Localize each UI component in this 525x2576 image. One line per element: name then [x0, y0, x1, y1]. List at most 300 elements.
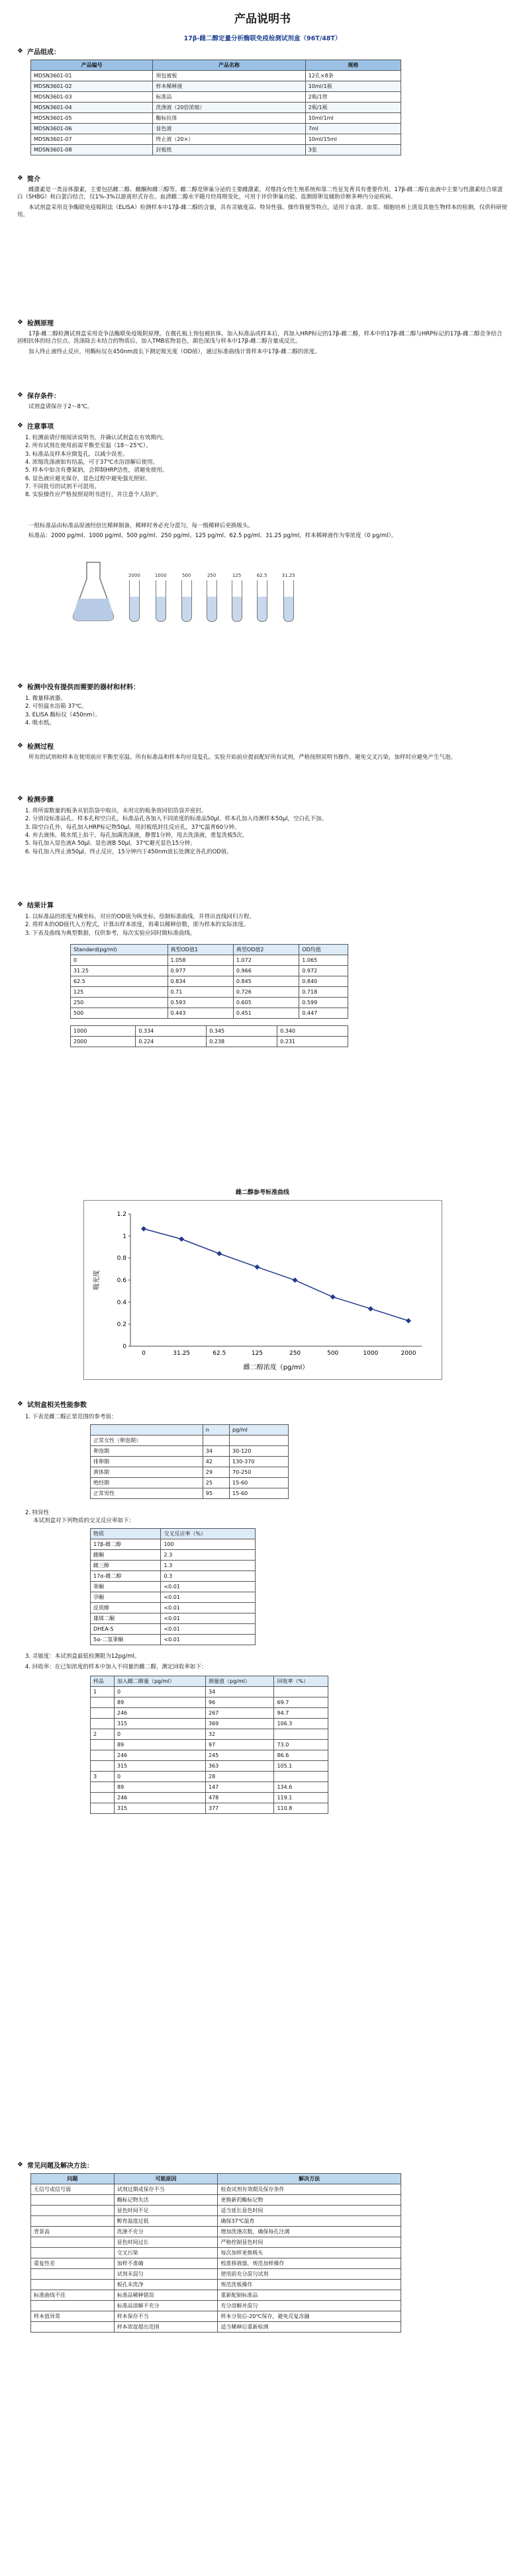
table-row: [31, 134, 401, 145]
table-cell: 25: [203, 1478, 229, 1488]
data-point: [406, 1318, 411, 1324]
table-cell: 1.072: [233, 955, 299, 965]
table-header: 产品名称: [153, 60, 305, 71]
note-item: 5. 样本中如含有叠氮钠，会抑制HRP活性，请避免使用。: [25, 467, 168, 474]
table-cell: 孕酮: [91, 1592, 161, 1603]
table-cell: 10ml/1瓶: [305, 81, 401, 92]
perf-s4: 4. 回收率：在已知浓度的样本中加入不同量的雌二醇，测定回收率如下：: [25, 1664, 207, 1670]
od-table-2: [70, 1025, 348, 1047]
note-item: 3. 标准品及样本应做复孔，以减少误差。: [25, 451, 128, 458]
table-cell: 更换新的酶标记物: [218, 2195, 401, 2206]
table-cell: 0: [114, 1772, 205, 1782]
table-cell: 1.058: [167, 955, 233, 965]
table-cell: 1.3: [161, 1561, 256, 1571]
dilution-tube: [155, 573, 167, 622]
table-cell: 95: [203, 1488, 229, 1499]
components-table: [30, 60, 401, 155]
table-row: [91, 1750, 328, 1761]
table-cell: 125: [71, 986, 168, 997]
table-cell: 交叉污染: [114, 2248, 218, 2258]
results-heading: 结果计算: [26, 902, 54, 910]
table-cell: 15-60: [230, 1478, 289, 1488]
table-cell: 0.726: [233, 986, 299, 997]
perf-s3: 3. 灵敏度：本试剂盒最低检测限为12pg/ml。: [25, 1653, 140, 1660]
table-cell: 孵育温度过低: [114, 2216, 218, 2227]
table-cell: 正常男性: [91, 1488, 203, 1499]
perf-section: [17, 1399, 508, 1814]
table-cell: [91, 1697, 115, 1708]
table-cell: 315: [114, 1803, 205, 1814]
table-row: [31, 2311, 401, 2322]
table-header: 问题: [31, 2174, 115, 2184]
table-cell: 96: [206, 1697, 274, 1708]
table-row: [91, 1488, 289, 1499]
table-cell: [274, 1772, 328, 1782]
chart-section: [17, 1187, 508, 1380]
table-row: [91, 1635, 256, 1645]
result-item: 2. 将样本的OD值代入方程式，计算出样本浓度，再乘以稀释倍数，即为样本的实际浓度。: [25, 922, 250, 929]
materials-list: [17, 695, 508, 727]
table-cell: 134.6: [274, 1782, 328, 1793]
table-header: 典型OD值1: [167, 944, 233, 955]
data-point: [216, 1251, 222, 1256]
table-cell: 重新配制标准品: [218, 2290, 401, 2301]
table-row: [91, 1708, 328, 1719]
table-cell: <0.01: [161, 1635, 256, 1645]
note-item: 2. 所有试剂在使用前需平衡至室温（18～25℃）。: [25, 443, 152, 450]
table-cell: 0.334: [136, 1025, 207, 1036]
table-row: [31, 2195, 401, 2206]
table-row: [31, 2237, 401, 2248]
table-cell: 皮质醇: [91, 1603, 161, 1613]
table-cell: MDSN3601-02: [31, 81, 153, 92]
table-cell: 2瓶/1管: [305, 92, 401, 103]
tube-label: 500: [181, 572, 191, 578]
table-cell: 12孔×8条: [305, 71, 401, 81]
table-cell: 0.845: [233, 976, 299, 986]
tube-icon: [129, 580, 140, 622]
table-cell: 246: [114, 1750, 205, 1761]
table-cell: 377: [206, 1803, 274, 1814]
components-heading: 产品组成：: [26, 49, 60, 56]
step-item: 3. 除空白孔外，每孔加入HRP标记物50μl，用封板纸封住反应孔，37℃温育60分钟。: [25, 824, 240, 831]
table-cell: 背景高: [31, 2227, 115, 2237]
table-cell: 89: [114, 1782, 205, 1793]
table-cell: 0.71: [167, 986, 233, 997]
table-cell: [91, 1761, 115, 1772]
note-item: 6. 显色液应避光保存，显色过程中避免强光照射。: [25, 475, 151, 482]
results-list: [17, 913, 508, 937]
table-cell: 增加洗涤次数，确保每孔注满: [218, 2227, 401, 2237]
bullet-icon: ❖: [17, 392, 23, 399]
tube-label: 62.5: [256, 572, 267, 578]
standard-curve-chart: [84, 1201, 442, 1379]
table-row: [31, 81, 401, 92]
data-point: [254, 1264, 260, 1269]
table-cell: 30-120: [230, 1446, 289, 1457]
x-tick-label: 0: [142, 1350, 146, 1357]
perf-heading: 试剂盒相关性能参数: [26, 1402, 87, 1409]
table-cell: [31, 2269, 115, 2280]
storage-heading: 保存条件：: [26, 393, 60, 400]
y-tick-label: 0.4: [117, 1299, 126, 1307]
table-cell: 样本值异常: [31, 2311, 115, 2322]
x-tick-label: 1000: [363, 1350, 379, 1357]
dilution-tube: [257, 573, 267, 622]
table-row: [91, 1624, 256, 1635]
table-cell: 试剂过期或保存不当: [114, 2184, 218, 2195]
y-tick-label: 0.6: [117, 1277, 126, 1284]
table-cell: 28: [206, 1772, 274, 1782]
table-cell: 标准曲线不佳: [31, 2290, 115, 2301]
table-header: 样品: [91, 1676, 115, 1687]
table-row: [71, 1008, 348, 1018]
step-item: 6. 每孔加入终止液50μl，终止反应，15分钟内于450nm波长处测定各孔的OD值。: [25, 848, 232, 855]
table-cell: 130-370: [230, 1457, 289, 1467]
y-tick-label: 0.2: [117, 1321, 126, 1328]
prep-section: [17, 741, 508, 764]
table-cell: 终止液（20×）: [153, 134, 305, 145]
table-cell: 34: [206, 1687, 274, 1697]
table-cell: 显色液: [153, 124, 305, 134]
x-tick-label: 125: [251, 1350, 263, 1357]
table-cell: 70-250: [230, 1467, 289, 1478]
material-item: 3. ELISA 酶标仪（450nm）。: [25, 711, 101, 718]
table-row: [91, 1446, 289, 1457]
table-cell: 100: [161, 1539, 256, 1550]
table-header: 交叉反应率（%）: [161, 1529, 256, 1539]
doc-subtitle: 17β-雌二醇定量分析酶联免疫检测试剂盒（96T/48T）: [183, 35, 342, 42]
y-tick-label: 1.2: [117, 1211, 126, 1218]
table-cell: 0.345: [207, 1025, 277, 1036]
table-row: [91, 1782, 328, 1793]
dilution-text-1: 一组标准品由标准品原液经倍比稀释制备，稀释时务必充分混匀，每一级稀释后更换吸头。: [28, 523, 254, 529]
table-cell: 样本分装后-20℃保存，避免反复冻融: [218, 2311, 401, 2322]
table-cell: 73.0: [274, 1740, 328, 1750]
table-row: [31, 2258, 401, 2269]
table-cell: [31, 2322, 115, 2333]
dilution-text-2: 标准品：2000 pg/ml、1000 pg/ml、500 pg/ml、250 pg/ml、125 pg/ml、62.5 pg/ml、31.25 pg/ml，样本稀释液作为零浓度（0 pg/ml）。: [28, 533, 397, 540]
table-row: [71, 1036, 348, 1047]
table-cell: 478: [206, 1793, 274, 1803]
table-cell: 245: [206, 1750, 274, 1761]
data-point: [293, 1277, 298, 1283]
perf-s2: 2. 特异性: [25, 1510, 50, 1516]
data-point: [330, 1295, 336, 1300]
tube-label: 31.25: [281, 572, 295, 578]
table-cell: 3: [91, 1772, 115, 1782]
components-section: [17, 46, 508, 155]
materials-heading: 检测中没有提供而需要的器材和材料：: [26, 684, 140, 691]
table-cell: 雌酮: [91, 1550, 161, 1561]
table-header: 可能原因: [114, 2174, 218, 2184]
table-cell: 标准品: [153, 92, 305, 103]
table-cell: [31, 2195, 115, 2206]
table-cell: 110.8: [274, 1803, 328, 1814]
table-cell: 无信号或信号弱: [31, 2184, 115, 2195]
table-cell: 雌三醇: [91, 1561, 161, 1571]
table-header: 回收率（%）: [274, 1676, 328, 1687]
table-cell: 标准品溶解不充分: [114, 2301, 218, 2311]
table-cell: 147: [206, 1782, 274, 1793]
table-header: 产品编号: [31, 60, 153, 71]
table-cell: 0.599: [299, 997, 348, 1008]
table-row: [91, 1793, 328, 1803]
table-cell: [31, 2248, 115, 2258]
table-cell: 显色时间不足: [114, 2206, 218, 2216]
table-cell: MDSN3601-06: [31, 124, 153, 134]
data-point: [368, 1306, 373, 1311]
table-cell: 17β-雌二醇: [91, 1539, 161, 1550]
table-cell: 250: [71, 997, 168, 1008]
storage-text: 试剂盒请保存于2～8℃。: [28, 404, 93, 410]
material-item: 4. 吸水纸。: [25, 719, 55, 726]
dilution-tube: [181, 573, 192, 622]
data-point: [179, 1236, 184, 1242]
result-item: 3. 下表及曲线为典型数据，仅供参考，每次实验应同时做标准曲线。: [25, 929, 196, 937]
flask-icon: [70, 559, 117, 622]
table-cell: [31, 2206, 115, 2216]
table-cell: [91, 1719, 115, 1729]
result-item: 1. 以标准品的浓度为横坐标，对应的OD值为纵坐标，绘制标准曲线，并得出直线回归方程。: [25, 914, 256, 920]
table-cell: 3张: [305, 145, 401, 155]
table-cell: 样本稀释液: [153, 81, 305, 92]
dilution-tube: [207, 573, 217, 622]
intro-section: [17, 173, 508, 222]
table-cell: 34: [203, 1446, 229, 1457]
series-line: [144, 1229, 408, 1321]
table-cell: 封板纸: [153, 145, 305, 155]
principle-paragraph-1: 17β-雌二醇检测试剂盒采用竞争法酶联免疫吸附原理。在微孔板上预包被抗体，加入标准品或样本后，再加入HRP标记的17β-雌二醇，样本中的17β-雌二醇与HRP标记的17β-雌二醇竞争结合固相抗体的结合位点。洗涤除去未结合的物质后，加入TMB底物显色，颜色深浅与样本中17β-雌二醇含量成反比。: [17, 331, 502, 345]
table-cell: 洗涤不充分: [114, 2227, 218, 2237]
table-cell: [31, 2280, 115, 2290]
table-header: pg/ml: [230, 1425, 289, 1436]
table-cell: [91, 1740, 115, 1750]
material-item: 1. 微量移液器。: [25, 695, 66, 702]
table-row: [91, 1571, 256, 1582]
table-cell: 显色时间过长: [114, 2237, 218, 2248]
y-axis-label: 吸光度: [93, 1270, 101, 1290]
table-cell: 黄体期: [91, 1467, 203, 1478]
notes-section: [17, 421, 508, 499]
table-cell: 校准移液器，规范加样操作: [218, 2258, 401, 2269]
table-cell: [91, 1750, 115, 1761]
table-cell: 每次加样更换吸头: [218, 2248, 401, 2258]
step-item: 4. 弃去液体，吸水纸上拍干，每孔加满洗涤液，静置1分钟，甩去洗涤液，重复洗板5次。: [25, 832, 248, 839]
bullet-icon: ❖: [17, 175, 23, 182]
table-cell: 标准品稀释错误: [114, 2290, 218, 2301]
table-cell: 严格控制显色时间: [218, 2237, 401, 2248]
bullet-icon: ❖: [17, 48, 23, 55]
table-header: 加入雌二醇量（pg/ml）: [114, 1676, 205, 1687]
table-cell: MDSN3601-05: [31, 113, 153, 124]
intro-paragraph-2: 本试剂盒采用竞争酶联免疫吸附法（ELISA）检测样本中17β-雌二醇的含量，具有灵敏度高、特异性强、操作简便等特点，适用于血清、血浆、细胞培养上清及其他生物样本的检测，仅供科研使用。: [17, 204, 508, 219]
tube-icon: [156, 580, 166, 622]
table-cell: 32: [206, 1729, 274, 1740]
table-cell: [91, 1782, 115, 1793]
table-row: [91, 1761, 328, 1772]
table-row: [31, 2290, 401, 2301]
x-tick-label: 2000: [401, 1350, 416, 1357]
table-row: [71, 1025, 348, 1036]
table-row: [91, 1697, 328, 1708]
table-cell: 酶标记物失活: [114, 2195, 218, 2206]
table-cell: 94.7: [274, 1708, 328, 1719]
table-cell: 2.3: [161, 1550, 256, 1561]
y-tick-label: 0.8: [117, 1255, 126, 1262]
dilution-tube: [232, 573, 242, 622]
table-cell: 29: [203, 1467, 229, 1478]
table-row: [91, 1478, 289, 1488]
table-cell: 1000: [71, 1025, 136, 1036]
table-cell: 2: [91, 1729, 115, 1740]
table-cell: 0.834: [167, 976, 233, 986]
bullet-icon: ❖: [17, 422, 23, 429]
table-cell: 86.6: [274, 1750, 328, 1761]
steps-heading: 检测步骤: [26, 796, 54, 804]
y-tick-label: 1: [122, 1233, 126, 1240]
table-cell: 1: [91, 1687, 115, 1697]
table-cell: 42: [203, 1457, 229, 1467]
table-cell: [31, 2216, 115, 2227]
table-cell: 315: [114, 1761, 205, 1772]
table-cell: 69.7: [274, 1697, 328, 1708]
y-tick-label: 0: [122, 1344, 126, 1350]
table-cell: 0.231: [277, 1036, 348, 1047]
table-row: [31, 2227, 401, 2237]
table-cell: 充分溶解并混匀: [218, 2301, 401, 2311]
perf-s1: 1. 下表是雌二醇正常范围的参考值：: [25, 1414, 117, 1420]
table-cell: 105.1: [274, 1761, 328, 1772]
table-cell: 267: [206, 1708, 274, 1719]
table-row: [31, 2322, 401, 2333]
table-row: [31, 92, 401, 103]
table-cell: 2瓶/1瓶: [305, 103, 401, 113]
principle-section: [17, 318, 508, 359]
table-row: [31, 124, 401, 134]
table-cell: <0.01: [161, 1613, 256, 1624]
table-cell: 0.238: [207, 1036, 277, 1047]
table-cell: <0.01: [161, 1582, 256, 1592]
table-cell: 0.593: [167, 997, 233, 1008]
table-cell: [31, 2237, 115, 2248]
tube-label: 125: [232, 572, 242, 578]
table-cell: 0: [114, 1729, 205, 1740]
table-row: [91, 1550, 256, 1561]
cross-reactivity-table: [90, 1528, 256, 1645]
table-cell: 样本浓度超出范围: [114, 2322, 218, 2333]
tube-icon: [257, 580, 267, 622]
bullet-icon: ❖: [17, 795, 23, 802]
note-item: 7. 不同批号的试剂不可混用。: [25, 483, 100, 490]
table-cell: 绝经期: [91, 1478, 203, 1488]
table-cell: [203, 1436, 229, 1446]
table-header: 测量值（pg/ml）: [206, 1676, 274, 1687]
table-row: [91, 1467, 289, 1478]
table-row: [31, 145, 401, 155]
bullet-icon: ❖: [17, 319, 23, 326]
table-cell: MDSN3601-01: [31, 71, 153, 81]
faq-section: [17, 2160, 508, 2333]
table-cell: 500: [71, 1008, 168, 1018]
table-row: [91, 1582, 256, 1592]
table-cell: 106.3: [274, 1719, 328, 1729]
table-row: [71, 976, 348, 986]
table-cell: 0.972: [299, 965, 348, 976]
tube-label: 2000: [128, 572, 140, 578]
table-cell: 15-60: [230, 1488, 289, 1499]
table-cell: 排卵期: [91, 1457, 203, 1467]
table-row: [31, 103, 401, 113]
table-cell: 246: [114, 1708, 205, 1719]
od-table: [70, 944, 348, 1019]
doc-title: 产品说明书: [234, 13, 291, 26]
reference-table: [90, 1424, 289, 1499]
table-row: [91, 1539, 256, 1550]
x-tick-label: 500: [327, 1350, 339, 1357]
table-cell: 89: [114, 1740, 205, 1750]
table-cell: 适当延长显色时间: [218, 2206, 401, 2216]
table-cell: 97: [206, 1740, 274, 1750]
note-item: 1. 检测前请仔细阅读说明书，并确认试剂盒在有效期内。: [25, 435, 167, 441]
table-cell: 10ml/1ml: [305, 113, 401, 124]
step-item: 1. 将所需数量的板条从铝箔袋中取出，未用完的板条放回铝箔袋并密封。: [25, 808, 207, 814]
materials-section: [17, 681, 508, 727]
table-row: [71, 986, 348, 997]
table-header: 物质: [91, 1529, 161, 1539]
bullet-icon: ❖: [17, 1400, 23, 1408]
table-row: [71, 965, 348, 976]
table-cell: DHEA-S: [91, 1624, 161, 1635]
table-header: [91, 1425, 203, 1436]
table-row: [91, 1740, 328, 1750]
table-cell: 适当稀释后重新检测: [218, 2322, 401, 2333]
table-cell: [274, 1687, 328, 1697]
dilution-tube: [128, 573, 140, 622]
table-cell: 0: [114, 1687, 205, 1697]
table-cell: 0.451: [233, 1008, 299, 1018]
table-cell: 板孔未洗净: [114, 2280, 218, 2290]
table-header: 解决方法: [218, 2174, 401, 2184]
table-cell: 重复性差: [31, 2258, 115, 2269]
table-cell: <0.01: [161, 1603, 256, 1613]
table-cell: 1.065: [299, 955, 348, 965]
prep-heading: 检测过程: [26, 744, 54, 751]
table-row: [71, 955, 348, 965]
x-tick-label: 31.25: [173, 1350, 191, 1357]
table-cell: 17α-雌二醇: [91, 1571, 161, 1582]
table-cell: 315: [114, 1719, 205, 1729]
notes-list: [17, 434, 508, 499]
note-item: 4. 浓缩洗涤液如有结晶，可于37℃水浴溶解后使用。: [25, 458, 159, 466]
table-cell: MDSN3601-08: [31, 145, 153, 155]
table-header: Standard(pg/ml): [71, 944, 168, 955]
table-cell: 0.718: [299, 986, 348, 997]
table-row: [31, 2269, 401, 2280]
table-cell: 0.224: [136, 1036, 207, 1047]
step-item: 2. 分别设标准品孔、样本孔和空白孔，标准品孔各加入不同浓度的标准品50μl，样本孔加入待测样本50μl，空白孔不加。: [25, 816, 327, 823]
table-row: [71, 997, 348, 1008]
bullet-icon: ❖: [17, 901, 23, 908]
table-row: [31, 2248, 401, 2258]
table-cell: 0.447: [299, 1008, 348, 1018]
chart-title: 雌二醇参考标准曲线: [235, 1189, 289, 1196]
principle-paragraph-2: 加入终止液终止反应，用酶标仪在450nm波长下测定吸光度（OD值），通过标准曲线计算样本中17β-雌二醇的浓度。: [28, 348, 320, 355]
table-row: [31, 71, 401, 81]
table-row: [91, 1592, 256, 1603]
table-row: [31, 2206, 401, 2216]
x-tick-label: 62.5: [213, 1350, 226, 1357]
